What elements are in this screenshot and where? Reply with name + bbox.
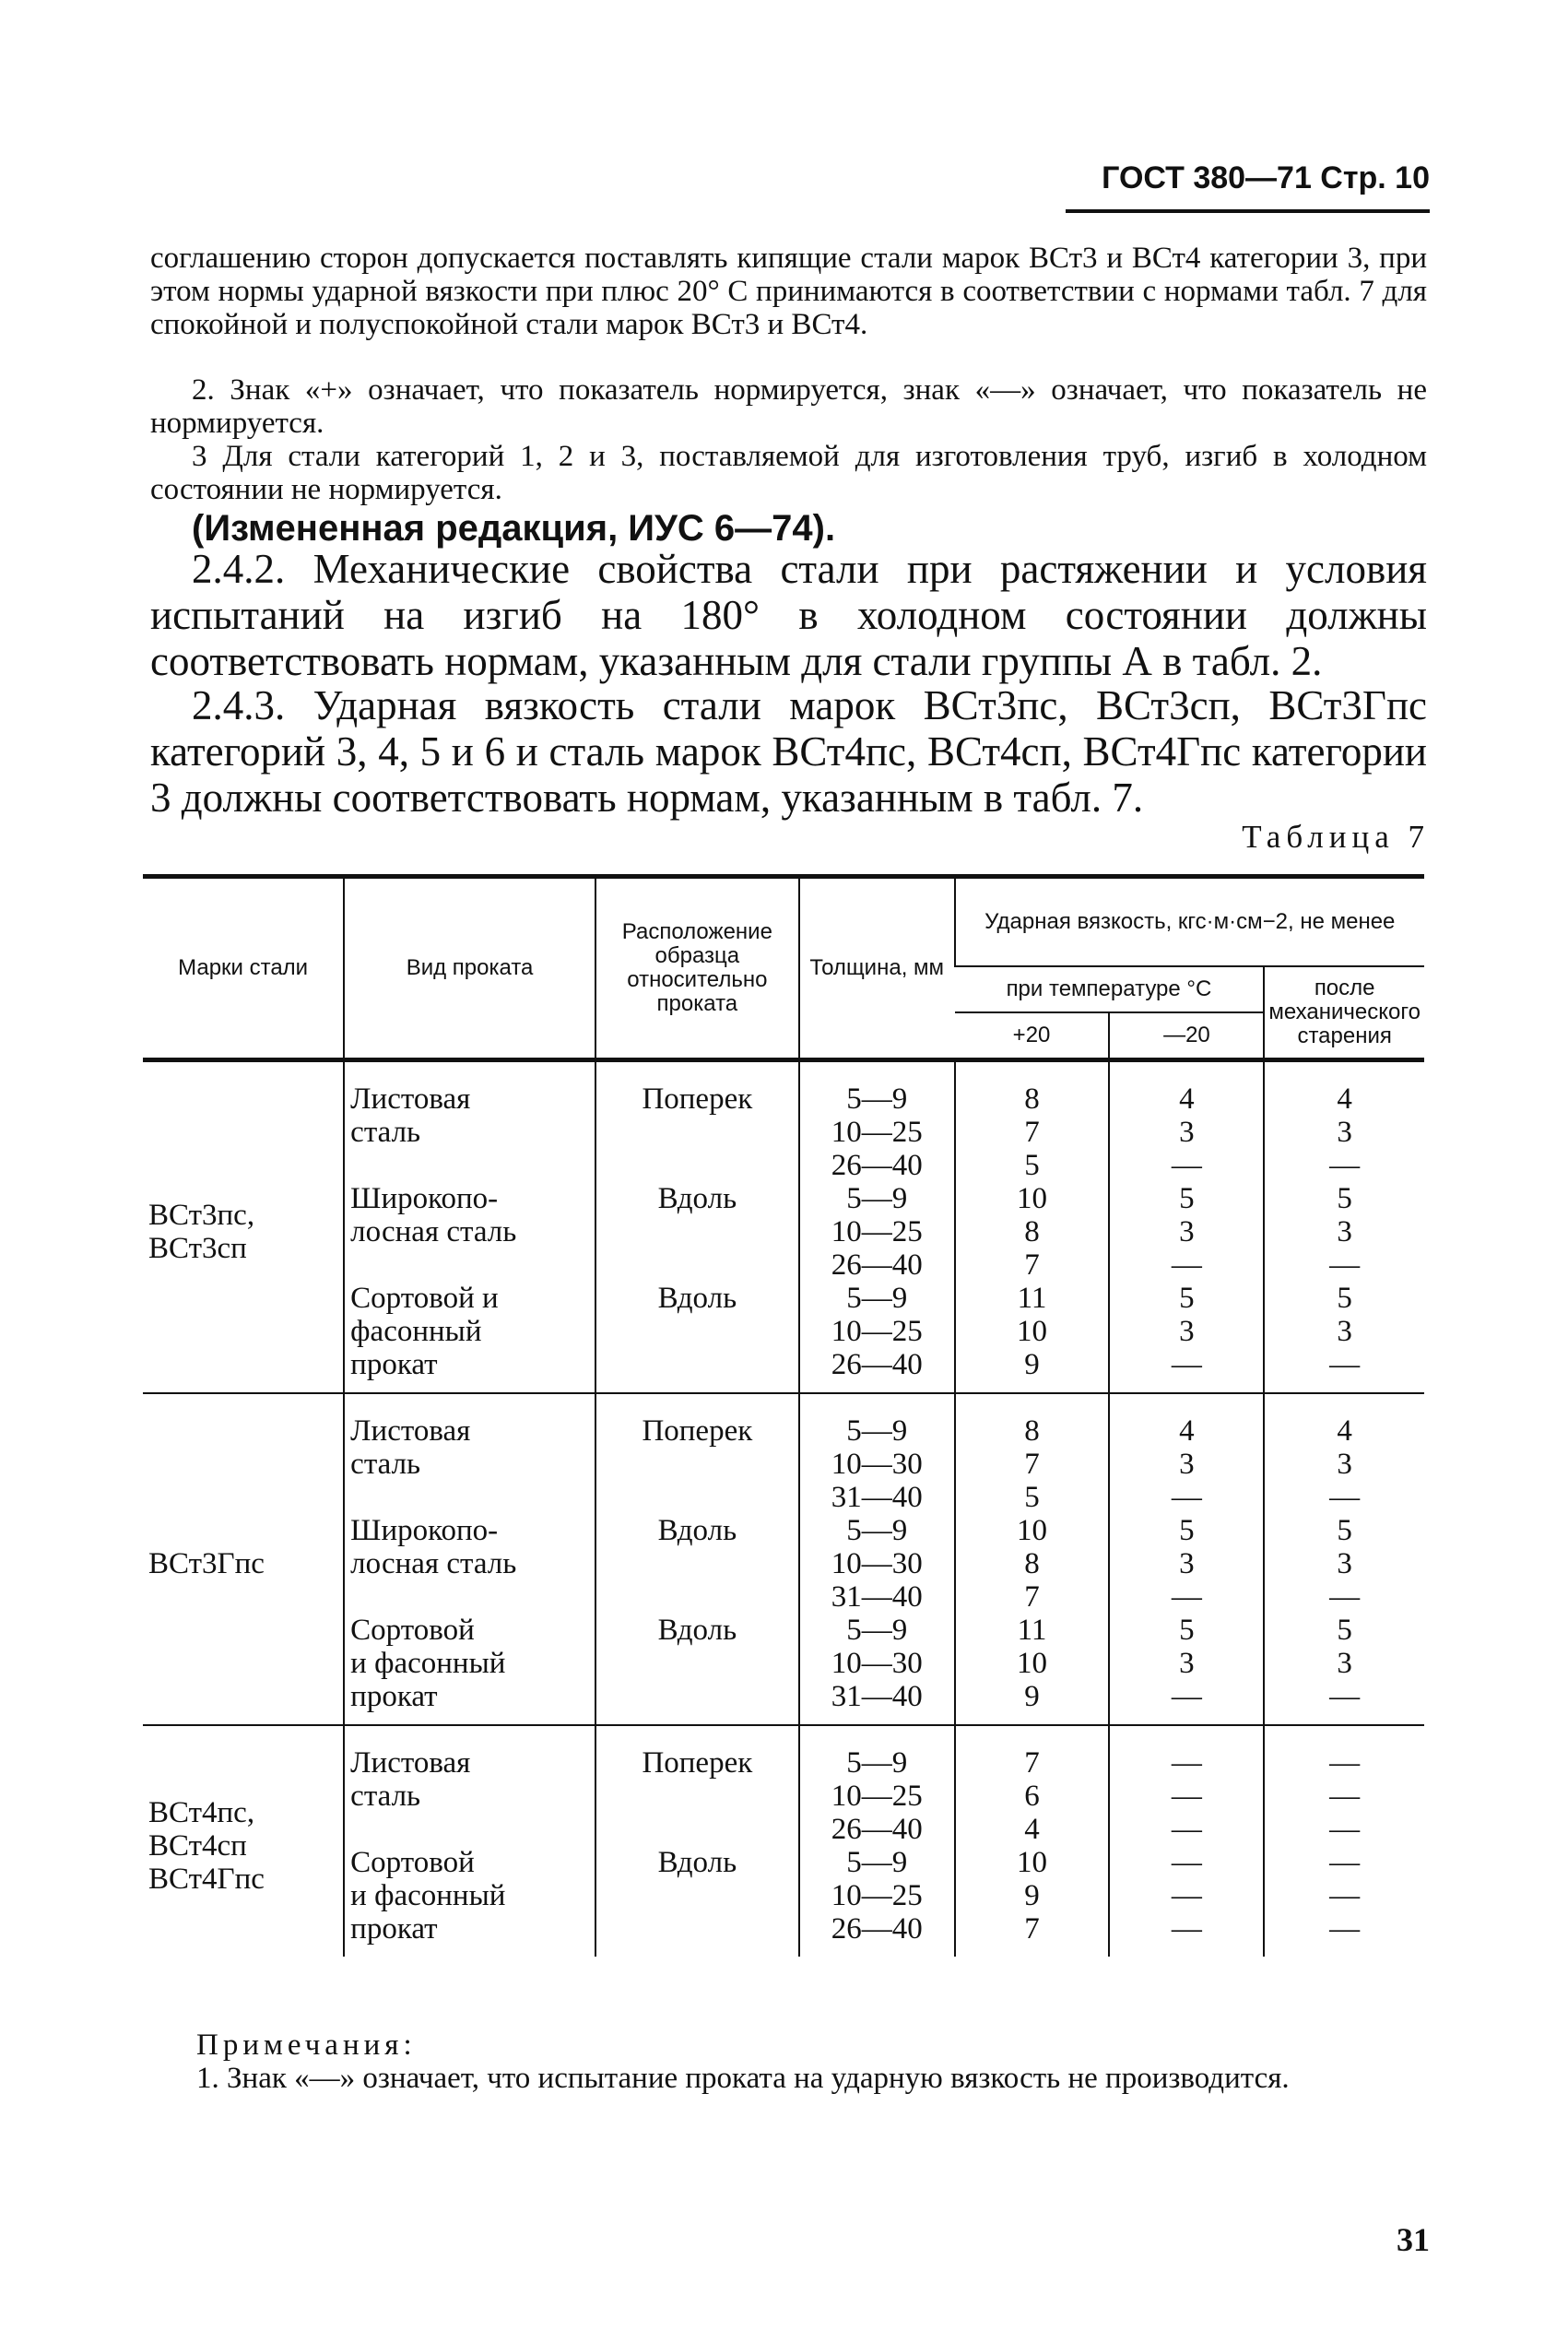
product-cell: Листовая сталь Широкопо- лосная сталь Сортовой и фасонный прокат	[344, 1060, 595, 1394]
note-3: 3 Для стали категорий 1, 2 и 3, поставляемой для изготовления труб, изгиб в холодном состоянии не нормируется.	[150, 440, 1427, 506]
thickness-cell: 5—9 10—25 26—40 5—9 10—25 26—40	[799, 1725, 955, 1957]
table-7	[143, 874, 1424, 1957]
col-header-aging: после механического старения	[1264, 966, 1424, 1060]
table-row-group	[143, 1060, 1424, 1394]
aging-cell: 4 3 — 5 3 — 5 3 —	[1264, 1060, 1424, 1394]
table-row-group	[143, 1393, 1424, 1725]
col-header-impact: Ударная вязкость, кгс·м·см−2, не менее	[955, 877, 1424, 967]
col-header-position: Расположение образца относительно проката	[595, 877, 799, 1060]
amendment-note: (Измененная редакция, ИУС 6—74).	[192, 508, 836, 549]
paragraph-continuation: соглашению сторон допускается поставлять кипящие стали марок ВСт3 и ВСт4 категории 3, при этом нормы ударной вязкости при плюс 20° С принимаются в соответствии с нормами табл. 7 для спокойной и полуспокойной стали марок ВСт3 и ВСт4.	[150, 242, 1427, 341]
plus20-cell: 8 7 5 10 8 7 11 10 9	[955, 1060, 1110, 1394]
thickness-cell: 5—9 10—30 31—40 5—9 10—30 31—40 5—9 10—30 31—40	[799, 1393, 955, 1725]
notes-title: Примечания:	[196, 2029, 417, 2062]
page-number: 31	[1397, 2221, 1430, 2258]
col-header-thickness: Толщина, мм	[799, 877, 955, 1060]
section-2-4-2: 2.4.2. Механические свойства стали при растяжении и условия испытаний на изгиб на 180° в холодном состоянии должны соответствовать нормам, указанным для стали группы А в табл. 2.	[150, 546, 1427, 684]
minus20-cell: 4 3 — 5 3 — 5 3 —	[1109, 1060, 1264, 1394]
product-cell: Листовая сталь Широкопо- лосная сталь Сортовой и фасонный прокат	[344, 1393, 595, 1725]
minus20-cell: 4 3 — 5 3 — 5 3 —	[1109, 1393, 1264, 1725]
table-row-group	[143, 1725, 1424, 1957]
col-header-plus20: +20	[955, 1012, 1110, 1060]
section-2-4-3: 2.4.3. Ударная вязкость стали марок ВСт3пс, ВСт3сп, ВСт3Гпс категорий 3, 4, 5 и 6 и сталь марок ВСт4пс, ВСт4сп, ВСт4Гпс категории 3 должны соответствовать нормам, указанным в табл. 7.	[150, 682, 1427, 821]
grade-cell: ВСт3пс, ВСт3сп	[148, 1199, 255, 1265]
product-cell: Листовая сталь Сортовой и фасонный прокат	[344, 1725, 595, 1957]
grade-cell: ВСт3Гпс	[143, 1393, 344, 1725]
notes-block	[150, 2029, 1427, 2095]
position-cell: Поперек Вдоль Вдоль	[595, 1393, 799, 1725]
note-1: 1. Знак «—» означает, что испытание проката на ударную вязкость не производится.	[196, 2062, 1290, 2095]
col-header-product: Вид проката	[344, 877, 595, 1060]
col-header-grade: Марки стали	[143, 877, 344, 1060]
col-header-minus20: —20	[1109, 1012, 1264, 1060]
page-header: ГОСТ 380—71 Стр. 10	[1066, 160, 1430, 213]
position-cell: Поперек Вдоль Вдоль	[595, 1060, 799, 1394]
thickness-cell: 5—9 10—25 26—40 5—9 10—25 26—40 5—9 10—25 26—40	[799, 1060, 955, 1394]
plus20-cell: 8 7 5 10 8 7 11 10 9	[955, 1393, 1110, 1725]
minus20-cell: — — — — — —	[1109, 1725, 1264, 1957]
position-cell: Поперек Вдоль	[595, 1725, 799, 1957]
col-header-at-temp: при температуре °С	[955, 966, 1265, 1012]
aging-cell: 4 3 — 5 3 — 5 3 —	[1264, 1393, 1424, 1725]
note-2: 2. Знак «+» означает, что показатель нормируется, знак «—» означает, что показатель не нормируется.	[150, 373, 1427, 440]
grade-cell: ВСт4пс, ВСт4сп ВСт4Гпс	[143, 1725, 344, 1957]
table-caption: Таблица 7	[1242, 819, 1430, 855]
plus20-cell: 7 6 4 10 9 7	[955, 1725, 1110, 1957]
aging-cell: — — — — — —	[1264, 1725, 1424, 1957]
